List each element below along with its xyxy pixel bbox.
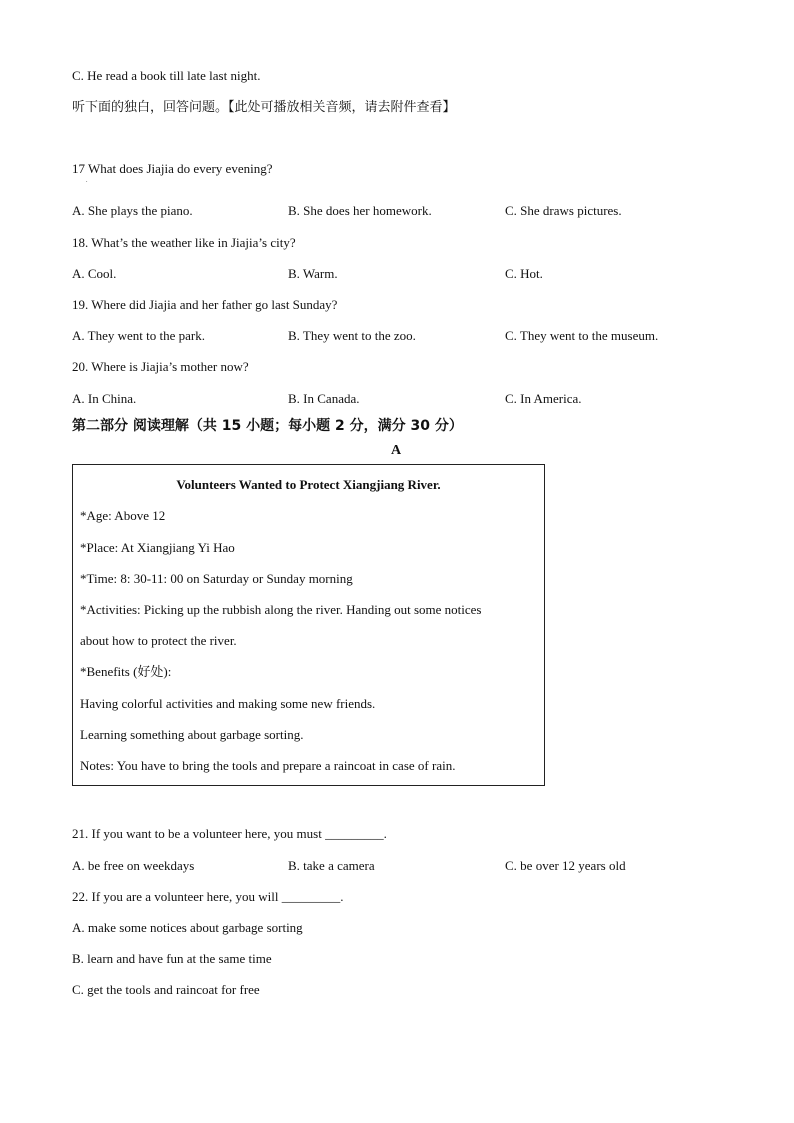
q18-option-a: A. Cool. [72,266,117,281]
q20-option-b: B. In Canada. [288,391,360,406]
listening-instruction: 听下面的独白，回答问题。【此处可播放相关音频，请去附件查看】 [72,100,456,115]
q22-option-c: C. get the tools and raincoat for free [72,982,260,997]
question-19: 19. Where did Jiajia and her father go last Sunday? [72,297,338,312]
stray-dot: . [86,178,88,184]
question-21: 21. If you want to be a volunteer here, you must _________. [72,826,387,841]
q18-option-c: C. Hot. [505,266,543,281]
q19-option-c: C. They went to the museum. [505,328,659,343]
q19-option-b: B. They went to the zoo. [288,328,416,343]
q17-option-c: C. She draws pictures. [505,203,622,218]
q17-option-b: B. She does her homework. [288,203,432,218]
notice-age: *Age: Above 12 [80,508,166,523]
notice-benefit-2: Learning something about garbage sorting. [80,727,304,742]
notice-activities-line-1: *Activities: Picking up the rubbish along the river. Handing out some notices [80,602,482,617]
q22-option-b: B. learn and have fun at the same time [72,951,272,966]
question-22: 22. If you are a volunteer here, you will _________. [72,889,344,904]
notice-activities-line-2: about how to protect the river. [80,633,237,648]
q18-option-b: B. Warm. [288,266,338,281]
notice-time: *Time: 8: 30-11: 00 on Saturday or Sunday morning [80,571,353,586]
q21-option-c: C. be over 12 years old [505,858,626,873]
previous-option-c: C. He read a book till late last night. [72,68,261,83]
q21-option-b: B. take a camera [288,858,375,873]
q20-option-a: A. In China. [72,391,137,406]
notice-benefits-label: *Benefits (好处): [80,664,172,679]
notice-benefit-1: Having colorful activities and making some new friends. [80,696,376,711]
q21-option-a: A. be free on weekdays [72,858,195,873]
question-18: 18. What’s the weather like in Jiajia’s city? [72,235,296,250]
notice-title: Volunteers Wanted to Protect Xiangjiang River. [176,477,441,492]
q22-option-a: A. make some notices about garbage sorting [72,920,303,935]
question-17: 17 What does Jiajia do every evening? [72,161,273,176]
section-letter: A [391,443,402,458]
q20-option-c: C. In America. [505,391,582,406]
q17-option-a: A. She plays the piano. [72,203,193,218]
notice-place: *Place: At Xiangjiang Yi Hao [80,540,235,555]
notice-notes: Notes: You have to bring the tools and prepare a raincoat in case of rain. [80,758,456,773]
q19-option-a: A. They went to the park. [72,328,205,343]
question-20: 20. Where is Jiajia’s mother now? [72,359,249,374]
part-two-header: 第二部分 阅读理解（共 15 小题；每小题 2 分，满分 30 分） [72,418,463,434]
